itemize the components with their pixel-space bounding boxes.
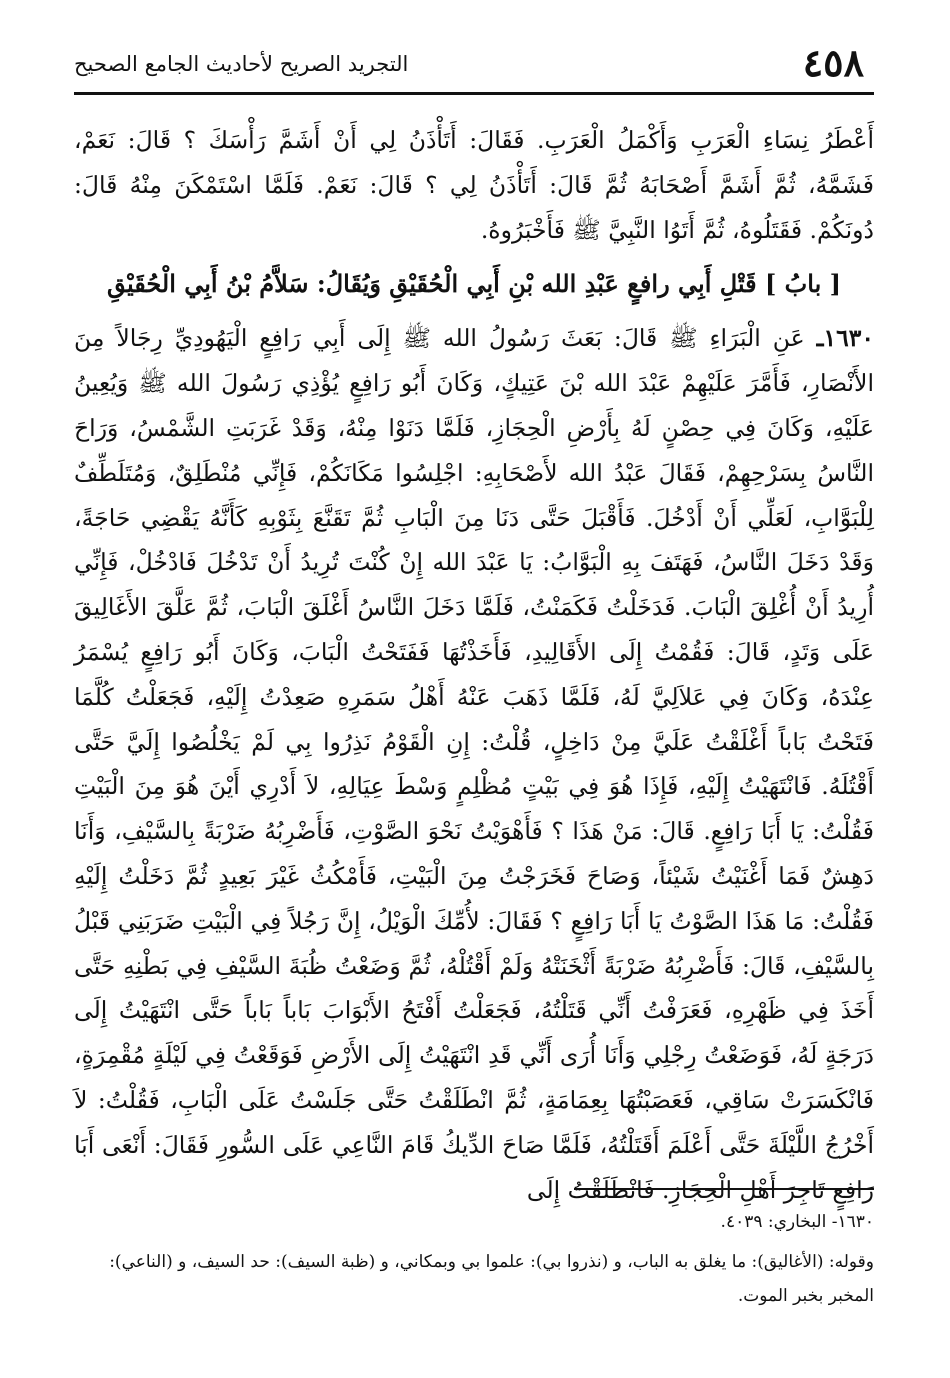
chapter-heading: [ بابُ ] قَتْلِ أَبِي رافعٍ عَبْدِ الله بْنِ أَبِي الْحُقَيْقِ وَيُقَالُ: سَلاَّمُ بْنُ أَبِي الْحُقَيْقِ — [107, 269, 841, 299]
footnote-glossary: وقوله: (الأغاليق): ما يغلق به الباب، و (نذروا بي): علموا بي وبمكاني، و (ظبة السيف): حد السيف، و (الناعي): المخبر بخبر الموت. — [109, 1252, 874, 1306]
running-title: التجريد الصريح لأحاديث الجامع الصحيح — [74, 52, 409, 76]
page-number: ٤٥٨ — [802, 40, 864, 85]
footnote-rule — [574, 1188, 874, 1190]
header-rule — [74, 92, 874, 95]
opening-paragraph: أَعْطَرُ نِسَاءِ الْعَرَبِ وَأَكْمَلُ الْعَرَبِ. فَقَالَ: أَتَأْذَنُ لِي أَنْ أَشَمَّ رَأْسَكَ ؟ قَالَ: نَعَمْ، فَشَمَّهُ، ثُمَّ أَشَمَّ أَصْحَابَهُ ثُمَّ قَالَ: أَتَأْذَنُ لِي ؟ قَالَ: نَعَمْ. فَلَمَّا اسْتَمْكَنَ مِنْهُ قَالَ: دُونَكُمْ. فَقَتَلُوهُ، ثُمَّ أَتَوُا النَّبِيَّ ﷺ فَأَخْبَرُوهُ. — [74, 126, 874, 244]
hadith-text: عَنِ الْبَرَاءِ ﷺ قَالَ: بَعَثَ رَسُولُ الله ﷺ إِلَى أَبِي رَافِعٍ الْيَهُودِيِّ رِجَالاً مِنَ الأَنْصَارِ، فَأَمَّرَ عَلَيْهِمْ عَبْدَ الله بْنَ عَتِيكٍ، وَكَانَ أَبُو رَافِعٍ يُؤْذِي رَسُولَ الله ﷺ وَيُعِينُ عَلَيْهِ، وَكَانَ فِي حِصْنٍ لَهُ بِأَرْضِ الْحِجَازِ، فَلَمَّا دَنَوْا مِنْهُ، وَقَدْ غَرَبَتِ الشَّمْسُ، وَرَاحَ النَّاسُ بِسَرْحِهِمْ، فَقَالَ عَبْدُ الله لأَصْحَابِهِ: اجْلِسُوا مَكَانَكُمْ، فَإِنِّي مُنْطَلِقٌ، وَمُتَلَطِّفٌ لِلْبَوَّابِ، لَعَلِّي أَنْ أَدْخُلَ. فَأَقْبَلَ حَتَّى دَنَا مِنَ الْبَابِ ثُمَّ تَقَنَّعَ بِثَوْبِهِ كَأَنَّهُ يَقْضِي حَاجَةً، وَقَدْ دَخَلَ النَّاسُ، فَهَتَفَ بِهِ الْبَوَّابُ: يَا عَبْدَ الله إِنْ كُنْتَ تُرِيدُ أَنْ تَدْخُلَ فَادْخُلْ، فَإِنِّي أُرِيدُ أَنْ أُغْلِقَ الْبَابَ. فَدَخَلْتُ فَكَمَنْتُ، فَلَمَّا دَخَلَ النَّاسُ أَغْلَقَ الْبَابَ، ثُمَّ عَلَّقَ الأَغَالِيقَ عَلَى وَتَدٍ، قَالَ: فَقُمْتُ إِلَى الأَقَالِيدِ، فَأَخَذْتُهَا فَفَتَحْتُ الْبَابَ، وَكَانَ أَبُو رَافِعٍ يُسْمَرُ عِنْدَهُ، وَكَانَ فِي عَلاَلِيَّ لَهُ، فَلَمَّا ذَهَبَ عَنْهُ أَهْلُ سَمَرِهِ صَعِدْتُ إِلَيْهِ، فَجَعَلْتُ كُلَّمَا فَتَحْتُ بَاباً أَغْلَقْتُ عَلَيَّ مِنْ دَاخِلٍ، قُلْتُ: إِنِ الْقَوْمُ نَذِرُوا بِي لَمْ يَخْلُصُوا إِلَيَّ حَتَّى أَقْتُلَهُ. فَانْتَهَيْتُ إِلَيْهِ، فَإِذَا هُوَ فِي بَيْتٍ مُظْلِمٍ وَسْطَ عِيَالِهِ، لاَ أَدْرِي أَيْنَ هُوَ مِنَ الْبَيْتِ فَقُلْتُ: يَا أَبَا رَافِعٍ. قَالَ: مَنْ هَذَا ؟ فَأَهْوَيْتُ نَحْوَ الصَّوْتِ، فَأَضْرِبُهُ ضَرْبَةً بِالسَّيْفِ، وَأَنَا دَهِشٌ فَمَا أَغْنَيْتُ شَيْئاً، وَصَاحَ فَخَرَجْتُ مِنَ الْبَيْتِ، فَأَمْكُثُ غَيْرَ بَعِيدٍ ثُمَّ دَخَلْتُ إِلَيْهِ فَقُلْتُ: مَا هَذَا الصَّوْتُ يَا أَبَا رَافِعٍ ؟ فَقَالَ: لأُمِّكَ الْوَيْلُ، إِنَّ رَجُلاً فِي الْبَيْتِ ضَرَبَنِي قَبْلُ بِالسَّيْفِ، قَالَ: فَأَضْرِبُهُ ضَرْبَةً أَثْخَنَتْهُ وَلَمْ أَقْتُلْهُ، ثُمَّ وَضَعْتُ ظُبَةَ السَّيْفِ فِي بَطْنِهِ حَتَّى أَخَذَ فِي ظَهْرِهِ، فَعَرَفْتُ أَنِّي قَتَلْتُهُ، فَجَعَلْتُ أَفْتَحُ الأَبْوَابَ بَاباً بَاباً حَتَّى انْتَهَيْتُ إِلَى دَرَجَةٍ لَهُ، فَوَضَعْتُ رِجْلِي وَأَنَا أُرَى أَنِّي قَدِ انْتَهَيْتُ إِلَى الأَرْضِ فَوَقَعْتُ فِي لَيْلَةٍ مُقْمِرَةٍ، فَانْكَسَرَتْ سَاقِي، فَعَصَبْتُهَا بِعِمَامَةٍ، ثُمَّ انْطَلَقْتُ حَتَّى جَلَسْتُ عَلَى الْبَابِ، فَقُلْتُ: لاَ أَخْرُجُ اللَّيْلَةَ حَتَّى أَعْلَمَ أَقَتَلْتُهُ، فَلَمَّا صَاحَ الدِّيكُ قَامَ النَّاعِي عَلَى السُّورِ فَقَالَ: أَنْعَى أَبَا رَافِعٍ تَاجِرَ أَهْلِ الْحِجَازِ. فَانْطَلَقْتُ إِلَى — [74, 324, 875, 1204]
footnote-source: ١٦٣٠- البخاري: ٤٠٣٩. — [720, 1212, 874, 1232]
page-header — [74, 40, 864, 86]
hadith-paragraph — [74, 316, 874, 1212]
hadith-number: ١٦٣٠ـ — [816, 324, 874, 353]
main-text — [74, 118, 874, 1212]
footnotes — [74, 1205, 874, 1313]
